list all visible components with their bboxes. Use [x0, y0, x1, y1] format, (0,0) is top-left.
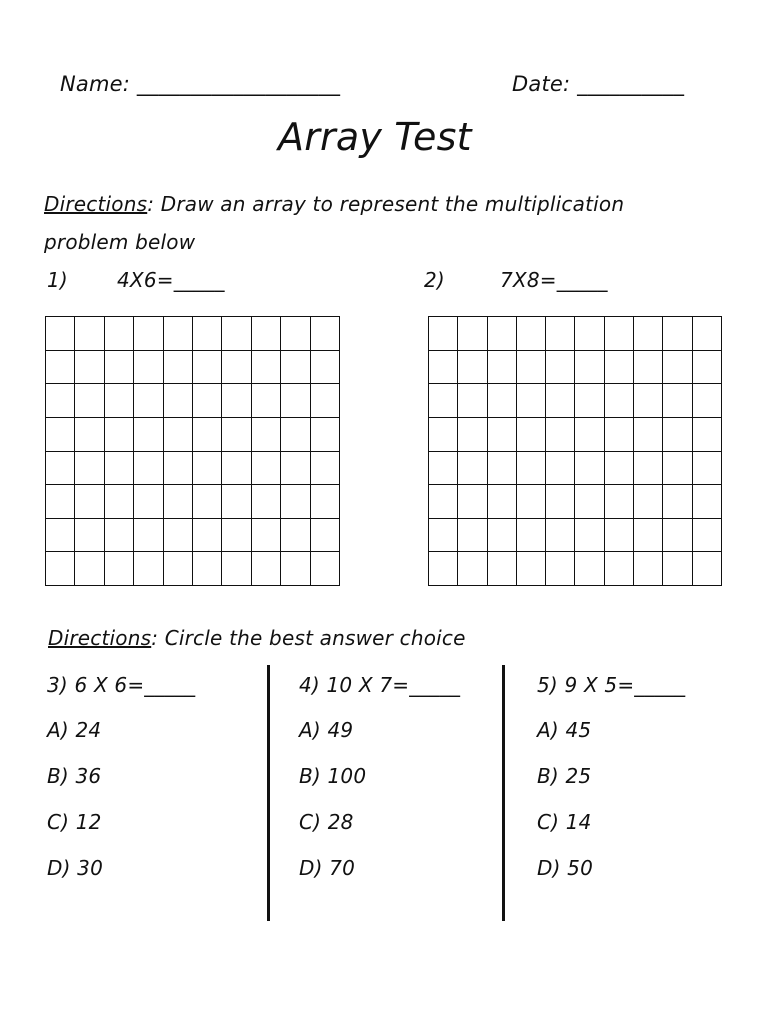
grid-cell[interactable]: [75, 350, 104, 384]
grid-cell[interactable]: [222, 518, 251, 552]
grid-cell[interactable]: [46, 518, 75, 552]
choice-c[interactable]: C) 12: [47, 810, 102, 834]
grid-cell[interactable]: [75, 451, 104, 485]
choice-a[interactable]: A) 45: [537, 718, 592, 742]
grid-cell[interactable]: [458, 317, 487, 351]
grid-cell[interactable]: [429, 485, 458, 519]
grid-cell[interactable]: [575, 317, 604, 351]
grid-cell[interactable]: [281, 317, 310, 351]
choice-a[interactable]: A) 49: [299, 718, 354, 742]
grid-cell[interactable]: [251, 518, 280, 552]
grid-cell[interactable]: [75, 384, 104, 418]
choice-c[interactable]: C) 28: [299, 810, 354, 834]
grid-cell[interactable]: [75, 317, 104, 351]
grid-cell[interactable]: [575, 485, 604, 519]
grid-cell[interactable]: [634, 317, 663, 351]
grid-cell[interactable]: [310, 384, 339, 418]
date-field[interactable]: [512, 72, 684, 96]
grid-cell[interactable]: [281, 384, 310, 418]
grid-cell[interactable]: [251, 317, 280, 351]
problem-expression[interactable]: 4X6=_____: [117, 268, 225, 292]
grid-cell[interactable]: [487, 552, 516, 586]
grid-cell[interactable]: [663, 485, 692, 519]
grid-cell[interactable]: [634, 485, 663, 519]
grid-cell[interactable]: [546, 350, 575, 384]
grid-cell[interactable]: [222, 552, 251, 586]
page-title: Array Test: [278, 115, 472, 159]
grid-cell[interactable]: [222, 384, 251, 418]
grid-cell[interactable]: [663, 317, 692, 351]
directions-label: Directions: [48, 626, 152, 650]
name-blank[interactable]: ___________________: [136, 72, 341, 96]
grid-cell[interactable]: [692, 518, 721, 552]
grid-cell[interactable]: [104, 384, 133, 418]
grid-cell[interactable]: [163, 384, 192, 418]
grid-cell[interactable]: [692, 384, 721, 418]
grid-row: [46, 552, 340, 586]
grid-cell[interactable]: [546, 518, 575, 552]
grid-cell[interactable]: [663, 384, 692, 418]
grid-cell[interactable]: [429, 350, 458, 384]
grid-cell[interactable]: [281, 451, 310, 485]
choice-d[interactable]: D) 30: [47, 856, 104, 880]
grid-cell[interactable]: [310, 518, 339, 552]
choice-a[interactable]: A) 24: [47, 718, 102, 742]
grid-cell[interactable]: [663, 552, 692, 586]
grid-cell[interactable]: [251, 417, 280, 451]
grid-cell[interactable]: [487, 451, 516, 485]
grid-cell[interactable]: [487, 384, 516, 418]
directions-label: Directions: [44, 192, 148, 216]
grid-cell[interactable]: [458, 552, 487, 586]
grid-cell[interactable]: [134, 317, 163, 351]
grid-row: [46, 317, 340, 351]
choice-b[interactable]: B) 25: [537, 764, 592, 788]
grid-cell[interactable]: [222, 350, 251, 384]
problem-number: 2): [424, 268, 445, 292]
grid-cell[interactable]: [516, 552, 545, 586]
grid-cell[interactable]: [546, 317, 575, 351]
array-grid-1[interactable]: [45, 316, 340, 586]
grid-row: [46, 451, 340, 485]
grid-cell[interactable]: [634, 518, 663, 552]
grid-cell[interactable]: [634, 350, 663, 384]
array-grid-2[interactable]: [428, 316, 722, 586]
grid-cell[interactable]: [604, 417, 633, 451]
problem-number: 1): [47, 268, 68, 292]
grid-cell[interactable]: [604, 384, 633, 418]
grid-cell[interactable]: [310, 485, 339, 519]
name-label: Name:: [60, 72, 131, 96]
grid-cell[interactable]: [222, 417, 251, 451]
grid-cell[interactable]: [604, 485, 633, 519]
grid-cell[interactable]: [75, 417, 104, 451]
grid-cell[interactable]: [516, 417, 545, 451]
grid-cell[interactable]: [192, 350, 221, 384]
grid-cell[interactable]: [46, 384, 75, 418]
grid-cell[interactable]: [634, 552, 663, 586]
grid-cell[interactable]: [251, 451, 280, 485]
grid-cell[interactable]: [604, 317, 633, 351]
grid-row: [429, 552, 722, 586]
grid-cell[interactable]: [575, 350, 604, 384]
grid-cell[interactable]: [104, 552, 133, 586]
grid-cell[interactable]: [134, 451, 163, 485]
name-field[interactable]: [60, 72, 340, 96]
grid-cell[interactable]: [251, 485, 280, 519]
grid-cell[interactable]: [163, 518, 192, 552]
directions-draw-line2: problem below: [44, 230, 196, 254]
grid-cell[interactable]: [46, 317, 75, 351]
directions-text: : Draw an array to represent the multiplication: [147, 192, 625, 216]
grid-cell[interactable]: [134, 417, 163, 451]
grid-cell[interactable]: [546, 384, 575, 418]
choice-d[interactable]: D) 70: [299, 856, 356, 880]
grid-cell[interactable]: [663, 350, 692, 384]
grid-cell[interactable]: [692, 317, 721, 351]
grid-cell[interactable]: [487, 417, 516, 451]
grid-cell[interactable]: [104, 518, 133, 552]
grid-cell[interactable]: [458, 485, 487, 519]
grid-cell[interactable]: [429, 552, 458, 586]
grid-cell[interactable]: [134, 485, 163, 519]
grid-row: [429, 384, 722, 418]
grid-cell[interactable]: [222, 317, 251, 351]
grid-cell[interactable]: [546, 485, 575, 519]
grid-row: [46, 518, 340, 552]
grid-cell[interactable]: [251, 350, 280, 384]
grid-cell[interactable]: [487, 518, 516, 552]
grid-cell[interactable]: [692, 350, 721, 384]
grid-cell[interactable]: [516, 451, 545, 485]
grid-cell[interactable]: [251, 384, 280, 418]
grid-cell[interactable]: [604, 350, 633, 384]
grid-cell[interactable]: [487, 350, 516, 384]
grid-cell[interactable]: [692, 451, 721, 485]
grid-cell[interactable]: [310, 552, 339, 586]
grid-cell[interactable]: [634, 451, 663, 485]
grid-cell[interactable]: [281, 518, 310, 552]
grid-cell[interactable]: [575, 518, 604, 552]
grid-cell[interactable]: [104, 451, 133, 485]
grid-cell[interactable]: [75, 485, 104, 519]
grid-row: [429, 350, 722, 384]
grid-cell[interactable]: [104, 485, 133, 519]
grid-cell[interactable]: [604, 518, 633, 552]
grid-cell[interactable]: [310, 417, 339, 451]
grid-cell[interactable]: [634, 417, 663, 451]
grid-cell[interactable]: [458, 384, 487, 418]
problem-1: [47, 268, 225, 292]
grid-cell[interactable]: [46, 451, 75, 485]
grid-cell[interactable]: [134, 518, 163, 552]
date-blank[interactable]: __________: [577, 72, 685, 96]
grid-cell[interactable]: [604, 552, 633, 586]
grid-cell[interactable]: [546, 451, 575, 485]
grid-cell[interactable]: [575, 417, 604, 451]
grid-cell[interactable]: [192, 317, 221, 351]
choice-c[interactable]: C) 14: [537, 810, 592, 834]
grid-cell[interactable]: [663, 518, 692, 552]
column-divider: [502, 665, 505, 921]
column-divider: [267, 665, 270, 921]
choice-b[interactable]: B) 100: [299, 764, 367, 788]
grid-cell[interactable]: [163, 552, 192, 586]
grid-cell[interactable]: [516, 317, 545, 351]
grid-row: [46, 350, 340, 384]
grid-cell[interactable]: [516, 350, 545, 384]
grid-cell[interactable]: [575, 552, 604, 586]
directions-text: : Circle the best answer choice: [151, 626, 466, 650]
grid-cell[interactable]: [192, 485, 221, 519]
grid-cell[interactable]: [487, 485, 516, 519]
grid-cell[interactable]: [192, 384, 221, 418]
grid-cell[interactable]: [46, 417, 75, 451]
grid-cell[interactable]: [163, 417, 192, 451]
grid-cell[interactable]: [634, 384, 663, 418]
grid-cell[interactable]: [310, 350, 339, 384]
grid-row: [46, 384, 340, 418]
grid-row: [429, 417, 722, 451]
grid-cell[interactable]: [310, 451, 339, 485]
grid-cell[interactable]: [516, 384, 545, 418]
grid-cell[interactable]: [429, 451, 458, 485]
grid-cell[interactable]: [429, 417, 458, 451]
grid-cell[interactable]: [75, 518, 104, 552]
grid-cell[interactable]: [516, 485, 545, 519]
grid-cell[interactable]: [429, 384, 458, 418]
grid-cell[interactable]: [575, 451, 604, 485]
grid-row: [429, 451, 722, 485]
grid-cell[interactable]: [281, 485, 310, 519]
grid-cell[interactable]: [575, 384, 604, 418]
grid-cell[interactable]: [692, 485, 721, 519]
grid-cell[interactable]: [46, 552, 75, 586]
grid-cell[interactable]: [163, 451, 192, 485]
grid-cell[interactable]: [104, 317, 133, 351]
grid-cell[interactable]: [222, 485, 251, 519]
grid-cell[interactable]: [46, 485, 75, 519]
grid-cell[interactable]: [546, 552, 575, 586]
grid-cell[interactable]: [458, 350, 487, 384]
grid-cell[interactable]: [192, 417, 221, 451]
grid-cell[interactable]: [75, 552, 104, 586]
grid-cell[interactable]: [163, 350, 192, 384]
grid-row: [429, 317, 722, 351]
grid-cell[interactable]: [163, 317, 192, 351]
grid-cell[interactable]: [516, 518, 545, 552]
grid-cell[interactable]: [310, 317, 339, 351]
grid-cell[interactable]: [134, 384, 163, 418]
grid-cell[interactable]: [281, 552, 310, 586]
question-5-prompt[interactable]: 5) 9 X 5=_____: [537, 673, 686, 697]
grid-cell[interactable]: [192, 552, 221, 586]
date-label: Date:: [512, 72, 571, 96]
choice-d[interactable]: D) 50: [537, 856, 594, 880]
grid-row: [46, 485, 340, 519]
grid-cell[interactable]: [487, 317, 516, 351]
question-4-prompt[interactable]: 4) 10 X 7=_____: [299, 673, 461, 697]
grid-cell[interactable]: [163, 485, 192, 519]
grid-cell[interactable]: [458, 417, 487, 451]
grid-cell[interactable]: [429, 518, 458, 552]
grid-row: [429, 518, 722, 552]
grid-cell[interactable]: [134, 552, 163, 586]
grid-cell[interactable]: [134, 350, 163, 384]
problem-expression[interactable]: 7X8=_____: [500, 268, 608, 292]
grid-cell[interactable]: [104, 350, 133, 384]
grid-cell[interactable]: [429, 317, 458, 351]
grid-cell[interactable]: [692, 417, 721, 451]
grid-cell[interactable]: [104, 417, 133, 451]
grid-cell[interactable]: [46, 350, 75, 384]
question-3-prompt[interactable]: 3) 6 X 6=_____: [47, 673, 196, 697]
grid-row: [429, 485, 722, 519]
choice-b[interactable]: B) 36: [47, 764, 102, 788]
grid-cell[interactable]: [663, 417, 692, 451]
directions-draw: [44, 192, 624, 216]
grid-cell[interactable]: [458, 518, 487, 552]
grid-cell[interactable]: [604, 451, 633, 485]
grid-cell[interactable]: [192, 518, 221, 552]
grid-cell[interactable]: [281, 417, 310, 451]
grid-cell[interactable]: [192, 451, 221, 485]
grid-cell[interactable]: [458, 451, 487, 485]
grid-cell[interactable]: [663, 451, 692, 485]
grid-cell[interactable]: [222, 451, 251, 485]
problem-2: [424, 268, 608, 292]
grid-cell[interactable]: [251, 552, 280, 586]
grid-row: [46, 417, 340, 451]
directions-circle: [48, 626, 466, 650]
grid-cell[interactable]: [546, 417, 575, 451]
grid-cell[interactable]: [281, 350, 310, 384]
grid-cell[interactable]: [692, 552, 721, 586]
